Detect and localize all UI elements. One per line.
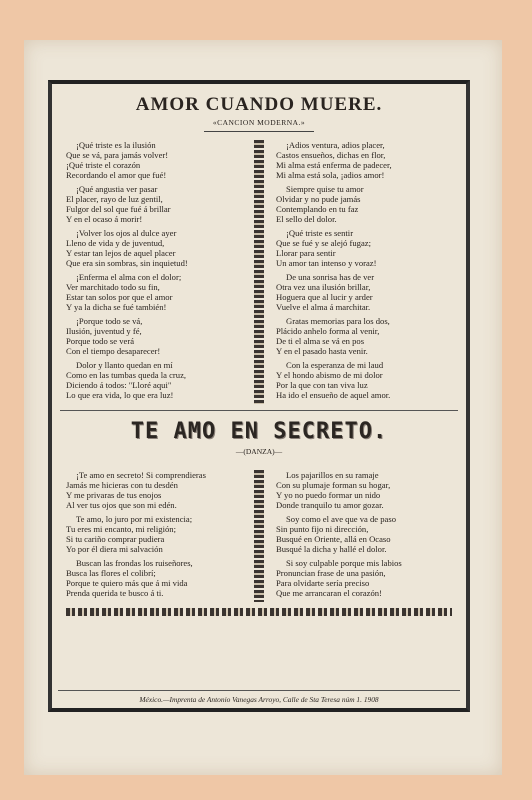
verse-line: Busca las flores el colibrí; (66, 568, 156, 578)
section-divider (60, 410, 458, 411)
verse-line: Si tu cariño comprar pudiera (66, 534, 165, 544)
verse-line: ¡Porque todo se vá, (76, 316, 143, 326)
verse-line: Y en el ocaso á morir! (66, 214, 143, 224)
song1-lyrics (66, 140, 452, 404)
verse-line: Hoguera que al lucir y arder (276, 292, 373, 302)
stanza-right (276, 558, 452, 598)
verse-line: ¡Qué triste es la ilusión (76, 140, 156, 150)
verse-line: Yo por él diera mi salvación (66, 544, 163, 554)
verse-line: Estar tan solos por que el amor (66, 292, 173, 302)
stanza-row (66, 184, 452, 228)
verse-line: ¡Te amo en secreto! Si comprendieras (76, 470, 206, 480)
stanza-left (66, 558, 242, 598)
stanza-left (66, 360, 242, 400)
verse-line: Plácido anhelo forma al venir, (276, 326, 380, 336)
stanza-row (66, 360, 452, 404)
verse-line: De ti el alma se vá en pos (276, 336, 365, 346)
verse-line: Y ya la dicha se fué también! (66, 302, 167, 312)
stanza-right (276, 514, 452, 554)
verse-line: Si soy culpable porque mis labios (286, 558, 402, 568)
stanza-left (66, 228, 242, 268)
stanza-right (276, 272, 452, 312)
stanza-left (66, 316, 242, 356)
verse-line: Otra vez una ilusión brillar, (276, 282, 371, 292)
song2-title: TE AMO EN SECRETO. (130, 419, 388, 444)
verse-line: Y en el pasado hasta venir. (276, 346, 368, 356)
verse-line: El placer, rayo de luz gentil, (66, 194, 163, 204)
verse-line: Llorar para sentir (276, 248, 336, 258)
stanza-right (276, 316, 452, 356)
verse-line: Contemplando en tu faz (276, 204, 359, 214)
verse-line: Pronuncian frase de una pasión, (276, 568, 386, 578)
verse-line: Olvidar y no pude jamás (276, 194, 361, 204)
verse-line: Un amor tan intenso y voraz! (276, 258, 377, 268)
verse-line: Prenda querida te busco á ti. (66, 588, 164, 598)
verse-line: Los pajarillos en su ramaje (286, 470, 379, 480)
verse-line: Mi alma está enferma de padecer, (276, 160, 392, 170)
verse-line: Ilusión, juventud y fé, (66, 326, 142, 336)
verse-line: Mi alma está sola, ¡adios amor! (276, 170, 385, 180)
stanza-right (276, 228, 452, 268)
stanza-row (66, 140, 452, 184)
song2-subtitle: —(DANZA)— (235, 447, 283, 456)
verse-line: ¡Enferma el alma con el dolor; (76, 272, 182, 282)
verse-line: ¡Volver los ojos al dulce ayer (76, 228, 177, 238)
verse-line: Y me privaras de tus enojos (66, 490, 162, 500)
verse-line: Que se fué y se alejó fugaz; (276, 238, 371, 248)
verse-line: Por la que con tan viva luz (276, 380, 368, 390)
stanza-left (66, 470, 242, 510)
stanza-right (276, 140, 452, 180)
verse-line: Con el tiempo desaparecer! (66, 346, 161, 356)
verse-line: Buscan las frondas los ruiseñores, (76, 558, 193, 568)
verse-line: Recordando el amor que fué! (66, 170, 167, 180)
verse-line: El sello del dolor. (276, 214, 337, 224)
stanza-row (66, 316, 452, 360)
stanza-left (66, 272, 242, 312)
verse-line: Ha ido el ensueño de aquel amor. (276, 390, 391, 400)
verse-line: Dolor y llanto quedan en mí (76, 360, 173, 370)
stanza-row (66, 470, 452, 514)
song2-lyrics (66, 470, 452, 602)
stanza-row (66, 514, 452, 558)
verse-line: Como en las tumbas queda la cruz, (66, 370, 187, 380)
title-rule (204, 131, 314, 132)
verse-line: Y el hondo abismo de mi dolor (276, 370, 383, 380)
verse-line: Lo que era vida, lo que era luz! (66, 390, 174, 400)
verse-line: Busqué la dicha y hallé el dolor. (276, 544, 387, 554)
verse-line: Tu eres mi encanto, mi religión; (66, 524, 176, 534)
verse-line: Castos ensueños, dichas en flor, (276, 150, 386, 160)
verse-line: Y yo no puedo formar un nido (276, 490, 381, 500)
ornamental-border (66, 608, 452, 616)
stanza-left (66, 514, 242, 554)
verse-line: Donde tranquilo tu amor gozar. (276, 500, 384, 510)
verse-line: De una sonrisa has de ver (286, 272, 375, 282)
verse-line: Jamás me hicieras con tu desdén (66, 480, 178, 490)
stanza-left (66, 184, 242, 224)
verse-line: Porque todo se verá (66, 336, 135, 346)
verse-line: ¡Qué triste el corazón (66, 160, 141, 170)
verse-line: Porque te quiero más que á mi vida (66, 578, 188, 588)
stanza-row (66, 228, 452, 272)
song1-subtitle: «CANCION MODERNA.» (212, 118, 306, 127)
verse-line: Te amo, lo juro por mi existencia; (76, 514, 193, 524)
verse-line: Soy como el ave que va de paso (286, 514, 397, 524)
verse-line: Siempre quise tu amor (286, 184, 364, 194)
verse-line: Que era sin sombras, sin inquietud! (66, 258, 188, 268)
verse-line: Para olvidarte sería preciso (276, 578, 370, 588)
stanza-right (276, 470, 452, 510)
verse-line: ¡Adios ventura, adios placer, (286, 140, 385, 150)
verse-line: Vuelve el alma á marchitar. (276, 302, 371, 312)
broadside-frame (48, 80, 470, 712)
verse-line: Diciendo á todos: "Lloré aqui" (66, 380, 172, 390)
verse-line: ¡Qué triste es sentir (286, 228, 354, 238)
verse-line: Sin punto fijo ni dirección, (276, 524, 369, 534)
verse-line: Al ver tus ojos que son mi edén. (66, 500, 177, 510)
verse-line: Y estar tan lejos de aquel placer (66, 248, 176, 258)
printer-imprint: México.—Imprenta de Antonio Vanegas Arroyo, Calle de Sta Teresa núm 1. 1908 (58, 690, 460, 704)
stanza-row (66, 272, 452, 316)
verse-line: Con la esperanza de mi laud (286, 360, 384, 370)
verse-line: Lleno de vida y de juventud, (66, 238, 165, 248)
stanza-left (66, 140, 242, 180)
verse-line: Que me arrancaran el corazón! (276, 588, 382, 598)
verse-line: ¡Qué angustia ver pasar (76, 184, 158, 194)
verse-line: Ver marchitado todo su fin, (66, 282, 160, 292)
stanza-right (276, 184, 452, 224)
verse-line: Gratas memorias para los dos, (286, 316, 390, 326)
verse-line: Que se vá, para jamás volver! (66, 150, 169, 160)
verse-line: Con su plumaje forman su hogar, (276, 480, 391, 490)
verse-line: Fulgor del sol que fué á brillar (66, 204, 171, 214)
stanza-right (276, 360, 452, 400)
song1-title: AMOR CUANDO MUERE. (135, 94, 383, 115)
verse-line: Busqué en Oriente, allá en Ocaso (276, 534, 391, 544)
stanza-row (66, 558, 452, 602)
